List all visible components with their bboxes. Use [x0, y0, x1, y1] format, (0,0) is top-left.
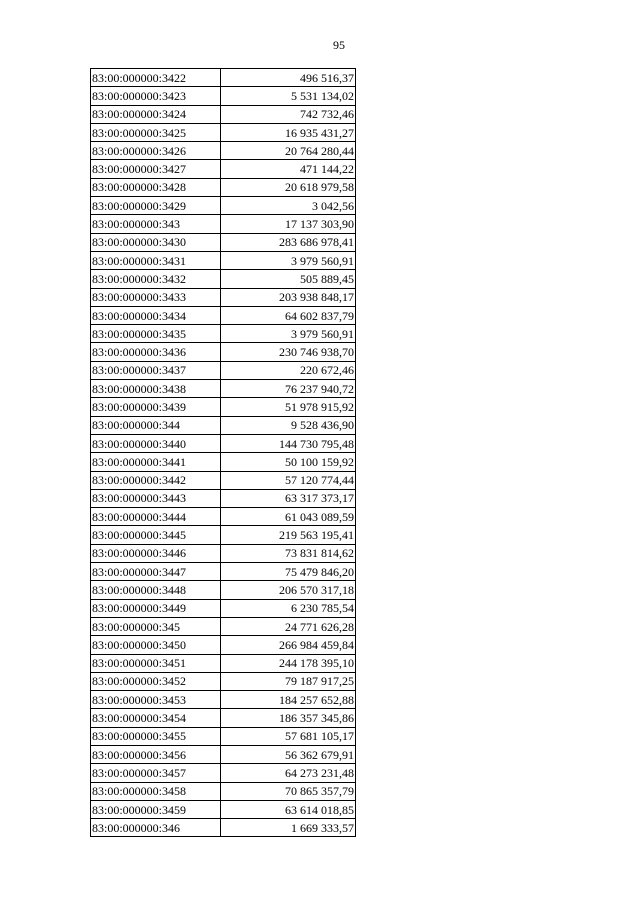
cadastral-value-cell: 57 681 105,17: [221, 727, 356, 745]
table-row: [91, 654, 356, 672]
cadastral-number-cell: 83:00:000000:3452: [91, 672, 221, 690]
table-row: [91, 105, 356, 123]
cadastral-number-cell: 83:00:000000:3458: [91, 782, 221, 800]
cadastral-number-cell: 83:00:000000:3440: [91, 434, 221, 452]
cadastral-value-cell: 63 317 373,17: [221, 489, 356, 507]
cadastral-number-cell: 83:00:000000:343: [91, 215, 221, 233]
table-row: [91, 672, 356, 690]
cadastral-value-cell: 61 043 089,59: [221, 508, 356, 526]
cadastral-value-cell: 505 889,45: [221, 270, 356, 288]
table-row: [91, 416, 356, 434]
cadastral-value-cell: 186 357 345,86: [221, 709, 356, 727]
cadastral-number-cell: 83:00:000000:3457: [91, 764, 221, 782]
cadastral-number-cell: 83:00:000000:3431: [91, 251, 221, 269]
cadastral-value-cell: 79 187 917,25: [221, 672, 356, 690]
cadastral-value-cell: 3 979 560,91: [221, 251, 356, 269]
table-row: [91, 691, 356, 709]
cadastral-number-cell: 83:00:000000:3423: [91, 87, 221, 105]
table-row: [91, 526, 356, 544]
cadastral-value-cell: 5 531 134,02: [221, 87, 356, 105]
cadastral-number-cell: 83:00:000000:3443: [91, 489, 221, 507]
cadastral-number-cell: 83:00:000000:3425: [91, 123, 221, 141]
table-row: [91, 325, 356, 343]
table-row: [91, 361, 356, 379]
cadastral-value-cell: 244 178 395,10: [221, 654, 356, 672]
table-row: [91, 69, 356, 87]
table-row: [91, 489, 356, 507]
cadastral-number-cell: 83:00:000000:3453: [91, 691, 221, 709]
table-row: [91, 178, 356, 196]
cadastral-value-cell: 50 100 159,92: [221, 453, 356, 471]
table-row: [91, 380, 356, 398]
cadastral-number-cell: 83:00:000000:3424: [91, 105, 221, 123]
table-row: [91, 251, 356, 269]
cadastral-value-cell: 219 563 195,41: [221, 526, 356, 544]
cadastral-number-cell: 83:00:000000:3449: [91, 599, 221, 617]
cadastral-value-cell: 64 273 231,48: [221, 764, 356, 782]
cadastral-value-cell: 73 831 814,62: [221, 544, 356, 562]
cadastral-value-cell: 64 602 837,79: [221, 306, 356, 324]
table-row: [91, 233, 356, 251]
cadastral-value-cell: 20 764 280,44: [221, 142, 356, 160]
cadastral-number-cell: 83:00:000000:3422: [91, 69, 221, 87]
cadastral-number-cell: 83:00:000000:3433: [91, 288, 221, 306]
cadastral-number-cell: 83:00:000000:3428: [91, 178, 221, 196]
table-row: [91, 398, 356, 416]
table-row: [91, 599, 356, 617]
cadastral-value-cell: 51 978 915,92: [221, 398, 356, 416]
cadastral-value-cell: 76 237 940,72: [221, 380, 356, 398]
cadastral-number-cell: 83:00:000000:3446: [91, 544, 221, 562]
cadastral-value-table: [90, 68, 356, 837]
cadastral-value-cell: 742 732,46: [221, 105, 356, 123]
table-row: [91, 471, 356, 489]
table-row: [91, 160, 356, 178]
table-row: [91, 453, 356, 471]
table-row: [91, 727, 356, 745]
cadastral-number-cell: 83:00:000000:345: [91, 617, 221, 635]
cadastral-number-cell: 83:00:000000:3439: [91, 398, 221, 416]
cadastral-number-cell: 83:00:000000:3434: [91, 306, 221, 324]
table-row: [91, 215, 356, 233]
table-row: [91, 123, 356, 141]
cadastral-number-cell: 83:00:000000:3427: [91, 160, 221, 178]
table-row: [91, 745, 356, 763]
table-row: [91, 800, 356, 818]
cadastral-number-cell: 83:00:000000:3435: [91, 325, 221, 343]
cadastral-number-cell: 83:00:000000:3437: [91, 361, 221, 379]
cadastral-value-cell: 9 528 436,90: [221, 416, 356, 434]
cadastral-value-cell: 184 257 652,88: [221, 691, 356, 709]
cadastral-value-cell: 283 686 978,41: [221, 233, 356, 251]
cadastral-number-cell: 83:00:000000:3456: [91, 745, 221, 763]
table-row: [91, 508, 356, 526]
cadastral-value-cell: 496 516,37: [221, 69, 356, 87]
table-row: [91, 782, 356, 800]
cadastral-number-cell: 83:00:000000:3454: [91, 709, 221, 727]
cadastral-number-cell: 83:00:000000:3444: [91, 508, 221, 526]
cadastral-number-cell: 83:00:000000:3445: [91, 526, 221, 544]
cadastral-value-cell: 220 672,46: [221, 361, 356, 379]
cadastral-number-cell: 83:00:000000:3426: [91, 142, 221, 160]
cadastral-number-cell: 83:00:000000:3447: [91, 563, 221, 581]
cadastral-value-cell: 3 042,56: [221, 197, 356, 215]
table-row: [91, 434, 356, 452]
cadastral-value-cell: 206 570 317,18: [221, 581, 356, 599]
table-row: [91, 544, 356, 562]
table-row: [91, 563, 356, 581]
cadastral-value-cell: 471 144,22: [221, 160, 356, 178]
cadastral-value-cell: 20 618 979,58: [221, 178, 356, 196]
table-row: [91, 636, 356, 654]
table-row: [91, 709, 356, 727]
table-row: [91, 87, 356, 105]
cadastral-value-cell: 57 120 774,44: [221, 471, 356, 489]
cadastral-value-cell: 70 865 357,79: [221, 782, 356, 800]
cadastral-value-cell: 63 614 018,85: [221, 800, 356, 818]
cadastral-number-cell: 83:00:000000:3432: [91, 270, 221, 288]
table-row: [91, 343, 356, 361]
cadastral-number-cell: 83:00:000000:346: [91, 819, 221, 837]
cadastral-value-cell: 266 984 459,84: [221, 636, 356, 654]
cadastral-value-cell: 6 230 785,54: [221, 599, 356, 617]
cadastral-value-cell: 203 938 848,17: [221, 288, 356, 306]
table-row: [91, 617, 356, 635]
page-number: 95: [333, 38, 345, 52]
cadastral-value-cell: 75 479 846,20: [221, 563, 356, 581]
table-row: [91, 288, 356, 306]
cadastral-number-cell: 83:00:000000:3429: [91, 197, 221, 215]
table-row: [91, 306, 356, 324]
cadastral-number-cell: 83:00:000000:3436: [91, 343, 221, 361]
table-body: [91, 69, 356, 837]
cadastral-value-cell: 3 979 560,91: [221, 325, 356, 343]
cadastral-number-cell: 83:00:000000:3438: [91, 380, 221, 398]
cadastral-number-cell: 83:00:000000:3455: [91, 727, 221, 745]
table-row: [91, 197, 356, 215]
cadastral-value-cell: 16 935 431,27: [221, 123, 356, 141]
cadastral-number-cell: 83:00:000000:3459: [91, 800, 221, 818]
cadastral-value-cell: 24 771 626,28: [221, 617, 356, 635]
cadastral-number-cell: 83:00:000000:344: [91, 416, 221, 434]
cadastral-number-cell: 83:00:000000:3450: [91, 636, 221, 654]
table-row: [91, 270, 356, 288]
table-row: [91, 142, 356, 160]
cadastral-value-cell: 230 746 938,70: [221, 343, 356, 361]
cadastral-number-cell: 83:00:000000:3441: [91, 453, 221, 471]
cadastral-number-cell: 83:00:000000:3430: [91, 233, 221, 251]
table-row: [91, 581, 356, 599]
cadastral-value-cell: 144 730 795,48: [221, 434, 356, 452]
cadastral-value-cell: 1 669 333,57: [221, 819, 356, 837]
cadastral-number-cell: 83:00:000000:3451: [91, 654, 221, 672]
cadastral-number-cell: 83:00:000000:3442: [91, 471, 221, 489]
table-row: [91, 819, 356, 837]
cadastral-value-cell: 17 137 303,90: [221, 215, 356, 233]
table-row: [91, 764, 356, 782]
cadastral-number-cell: 83:00:000000:3448: [91, 581, 221, 599]
cadastral-value-cell: 56 362 679,91: [221, 745, 356, 763]
